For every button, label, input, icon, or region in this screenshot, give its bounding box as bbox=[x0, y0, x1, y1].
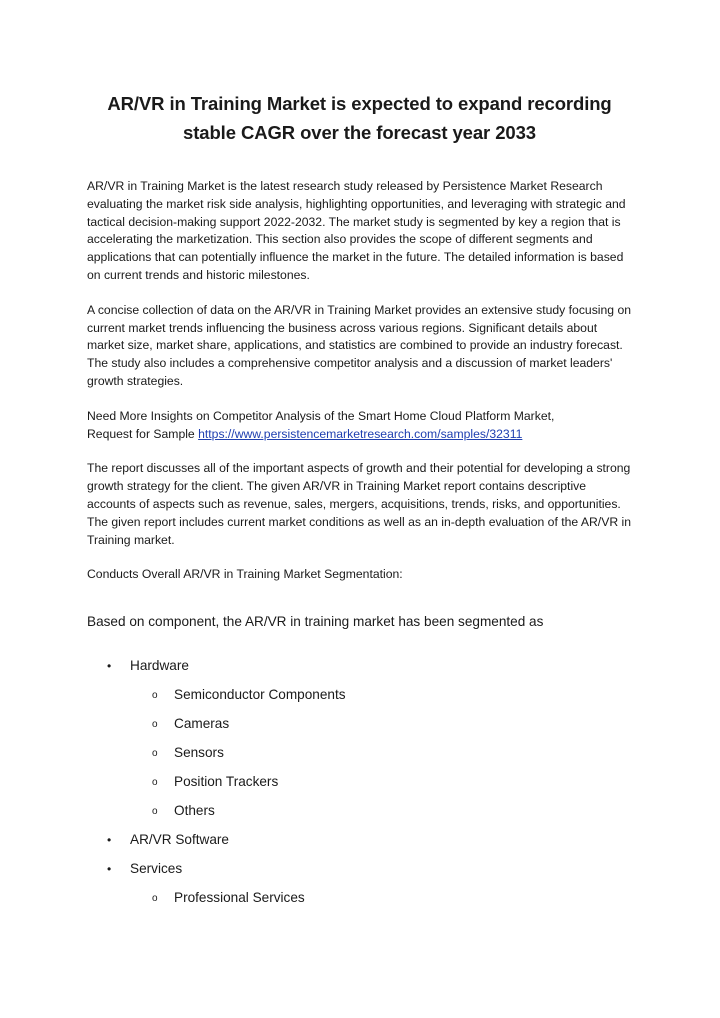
sublist-item-label: Sensors bbox=[174, 745, 224, 761]
sublist bbox=[130, 888, 632, 908]
sample-request-prefix: Request for Sample bbox=[87, 426, 199, 441]
list-item bbox=[87, 830, 632, 850]
segmentation-list bbox=[87, 656, 632, 908]
paragraph-report: The report discusses all of the important aspects of growth and their potential for developing a strong growth strategy for the client. The given AR/VR in Training Market report contains descriptive accounts of aspects such as revenue, sales, mergers, acquisitions, trends, risks, and opportunities. The given report includes current market conditions as well as an in-depth evaluation of the AR/VR in Training market. bbox=[87, 461, 631, 547]
sublist-item-label: Cameras bbox=[174, 716, 230, 732]
sublist-item bbox=[87, 772, 632, 792]
sample-request-text: Need More Insights on Competitor Analysis of the Smart Home Cloud Platform Market, bbox=[87, 408, 555, 423]
bullet-dot: • bbox=[107, 833, 112, 848]
bullet-circle: o bbox=[152, 777, 158, 789]
bullet-dot: • bbox=[107, 862, 112, 877]
sublist-item bbox=[87, 714, 632, 734]
sublist-item bbox=[87, 685, 632, 705]
bullet-circle: o bbox=[152, 690, 158, 702]
bullet-circle: o bbox=[152, 748, 158, 760]
segmentation-intro: Based on component, the AR/VR in training market has been segmented as bbox=[87, 614, 544, 630]
sublist-item bbox=[87, 743, 632, 763]
list-item-label: Hardware bbox=[130, 658, 189, 674]
bullet-dot: • bbox=[107, 659, 112, 674]
list-item-label: AR/VR Software bbox=[130, 832, 229, 848]
sublist-item bbox=[87, 888, 632, 908]
page-title: AR/VR in Training Market is expected to expand recording stable CAGR over the forecast year 2033 bbox=[107, 93, 612, 143]
sublist-item bbox=[87, 801, 632, 821]
sublist-item-label: Position Trackers bbox=[174, 774, 279, 790]
bullet-circle: o bbox=[152, 806, 158, 818]
sublist-item-label: Others bbox=[174, 803, 215, 819]
list-item bbox=[87, 859, 632, 908]
bullet-circle: o bbox=[152, 719, 158, 731]
paragraph-intro: AR/VR in Training Market is the latest research study released by Persistence Market Research evaluating the market risk side analysis, highlighting opportunities, and leveraging with strategic and tactical decision-making support 2022-2032. The market study is segmented by key a region that is accelerating the marketization. This section also provides the scope of different segments and applications that can potentially influence the market in the future. The detailed information is based on current trends and historic milestones. bbox=[87, 179, 626, 282]
sublist-item-label: Professional Services bbox=[174, 890, 305, 906]
paragraph-summary: A concise collection of data on the AR/VR in Training Market provides an extensive study focusing on current market trends influencing the business across various regions. Significant details about market size, market share, applications, and statistics are combined to provide an industry forecast. The study also includes a comprehensive competitor analysis and a discussion of market leaders' growth strategies. bbox=[87, 302, 632, 388]
sample-link[interactable]: https://www.persistencemarketresearch.com/samples/32311 bbox=[198, 426, 523, 441]
segmentation-heading: Conducts Overall AR/VR in Training Market Segmentation: bbox=[87, 567, 403, 582]
paragraph-sample-request bbox=[87, 408, 632, 444]
bullet-circle: o bbox=[152, 893, 158, 905]
sublist bbox=[130, 685, 632, 821]
sublist-item-label: Semiconductor Components bbox=[174, 687, 346, 703]
list-item-label: Services bbox=[130, 861, 183, 877]
list-item bbox=[87, 656, 632, 821]
